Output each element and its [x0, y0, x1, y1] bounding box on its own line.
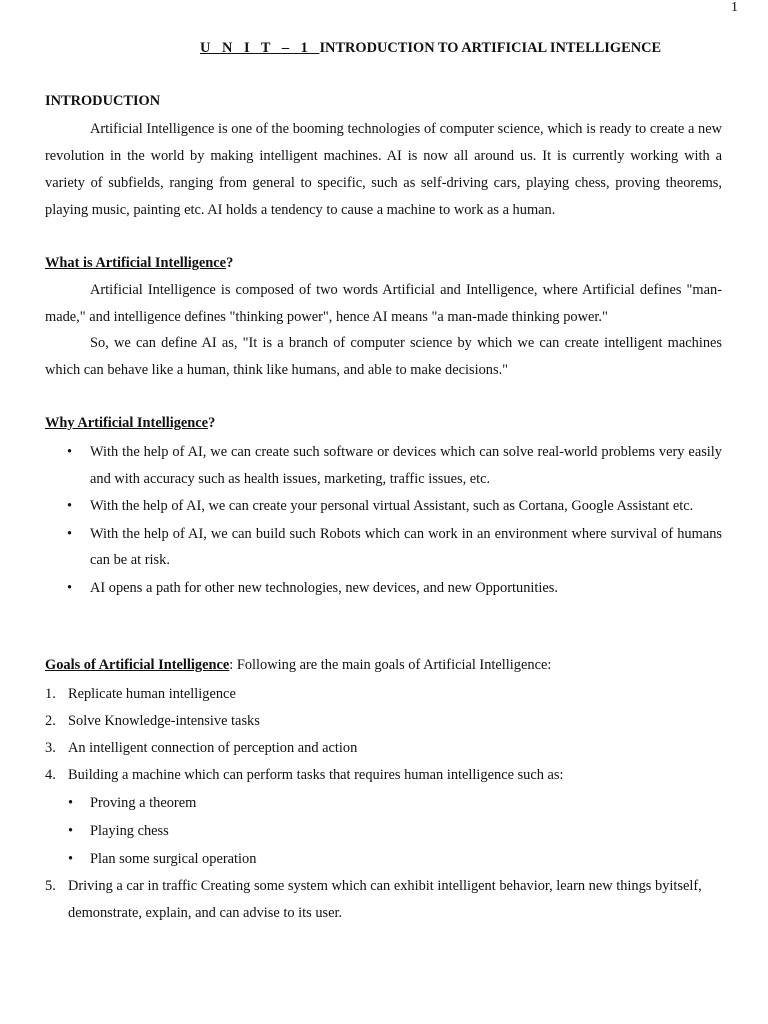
item-text: An intelligent connection of perception and action [68, 740, 358, 756]
item-text: Solve Knowledge-intensive tasks [68, 713, 260, 729]
list-item [45, 575, 722, 602]
item-number: 5. [45, 878, 56, 894]
bullet-icon: • [68, 795, 74, 811]
why-ai-heading-suffix: ? [208, 415, 216, 431]
bullet-icon: • [68, 823, 74, 839]
bullet-text: With the help of AI, we can create your personal virtual Assistant, such as Cortana, Google Assistant etc. [90, 498, 694, 514]
item-number: 2. [45, 713, 56, 729]
why-ai-heading-text: Why Artificial Intelligence [45, 415, 209, 431]
unit-title: INTRODUCTION TO ARTIFICIAL INTELLIGENCE [319, 40, 662, 56]
list-item [68, 845, 722, 873]
why-ai-bullet-list [45, 439, 722, 601]
what-is-ai-heading-suffix: ? [226, 255, 234, 271]
bullet-icon: • [67, 525, 73, 542]
list-item [45, 521, 722, 574]
item-text: Driving a car in traffic Creating some system which can exhibit intelligent behavior, learn new things byitself, demonstrate, explain, and can advise to its user. [68, 878, 702, 921]
bullet-icon: • [67, 498, 73, 514]
list-item [45, 762, 722, 873]
goals-intro: : Following are the main goals of Artificial Intelligence: [229, 657, 552, 673]
what-is-ai-heading [45, 255, 233, 272]
bullet-text: With the help of AI, we can build such Robots which can work in an environment where survival of humans can be at risk. [90, 525, 722, 568]
introduction-heading: INTRODUCTION [45, 93, 161, 109]
list-item [45, 873, 722, 927]
bullet-text: AI opens a path for other new technologies, new devices, and new Opportunities. [90, 579, 558, 596]
page-number: 1 [731, 0, 738, 15]
item-text: Replicate human intelligence [68, 686, 236, 702]
item-text: Building a machine which can perform tasks that requires human intelligence such as: [68, 767, 564, 783]
unit-label: U N I T – 1 [200, 40, 320, 56]
bullet-icon: • [67, 579, 73, 596]
introduction-text: Artificial Intelligence is one of the booming technologies of computer science, which is ready to create a new revolution in the world by making intelligent machines. AI is now all around us. It is currently working with a variety of subfields, ranging from general to specific, such as self-driving cars, playing chess, proving theorems, playing music, painting etc. AI holds a tendency to cause a machine to work as a human. [45, 121, 722, 218]
list-item [68, 789, 722, 817]
list-item [45, 439, 722, 492]
goals-heading [45, 657, 551, 674]
list-item [45, 493, 722, 520]
goals-sub-list [68, 789, 722, 873]
bullet-icon: • [68, 851, 74, 867]
bullet-text: Proving a theorem [90, 795, 197, 811]
item-number: 4. [45, 767, 56, 783]
what-is-ai-heading-text: What is Artificial Intelligence [45, 255, 227, 271]
bullet-text: With the help of AI, we can create such software or devices which can solve real-world problems very easily and with accuracy such as health issues, marketing, traffic issues, etc. [90, 444, 722, 487]
unit-heading [200, 40, 661, 57]
goals-heading-text: Goals of Artificial Intelligence [45, 657, 230, 673]
what-is-ai-text-2: So, we can define AI as, "It is a branch of computer science by which we can create intelligent machines which can behave like a human, think like humans, and able to make decisions." [45, 335, 722, 378]
list-item [45, 708, 722, 735]
what-is-ai-paragraph-2 [45, 330, 722, 384]
what-is-ai-paragraph-1 [45, 277, 722, 331]
bullet-text: Playing chess [90, 823, 169, 839]
what-is-ai-text-1: Artificial Intelligence is composed of two words Artificial and Intelligence, where Artificial defines "man-made," and intelligence defines "thinking power", hence AI means "a man-made thinking power." [45, 282, 722, 325]
goals-numbered-list [45, 681, 722, 927]
introduction-paragraph [45, 116, 722, 224]
list-item [45, 681, 722, 708]
list-item [68, 817, 722, 845]
list-item [45, 735, 722, 762]
item-number: 1. [45, 686, 56, 702]
why-ai-heading [45, 415, 215, 432]
item-number: 3. [45, 740, 56, 756]
bullet-icon: • [67, 444, 73, 460]
bullet-text: Plan some surgical operation [90, 851, 257, 867]
